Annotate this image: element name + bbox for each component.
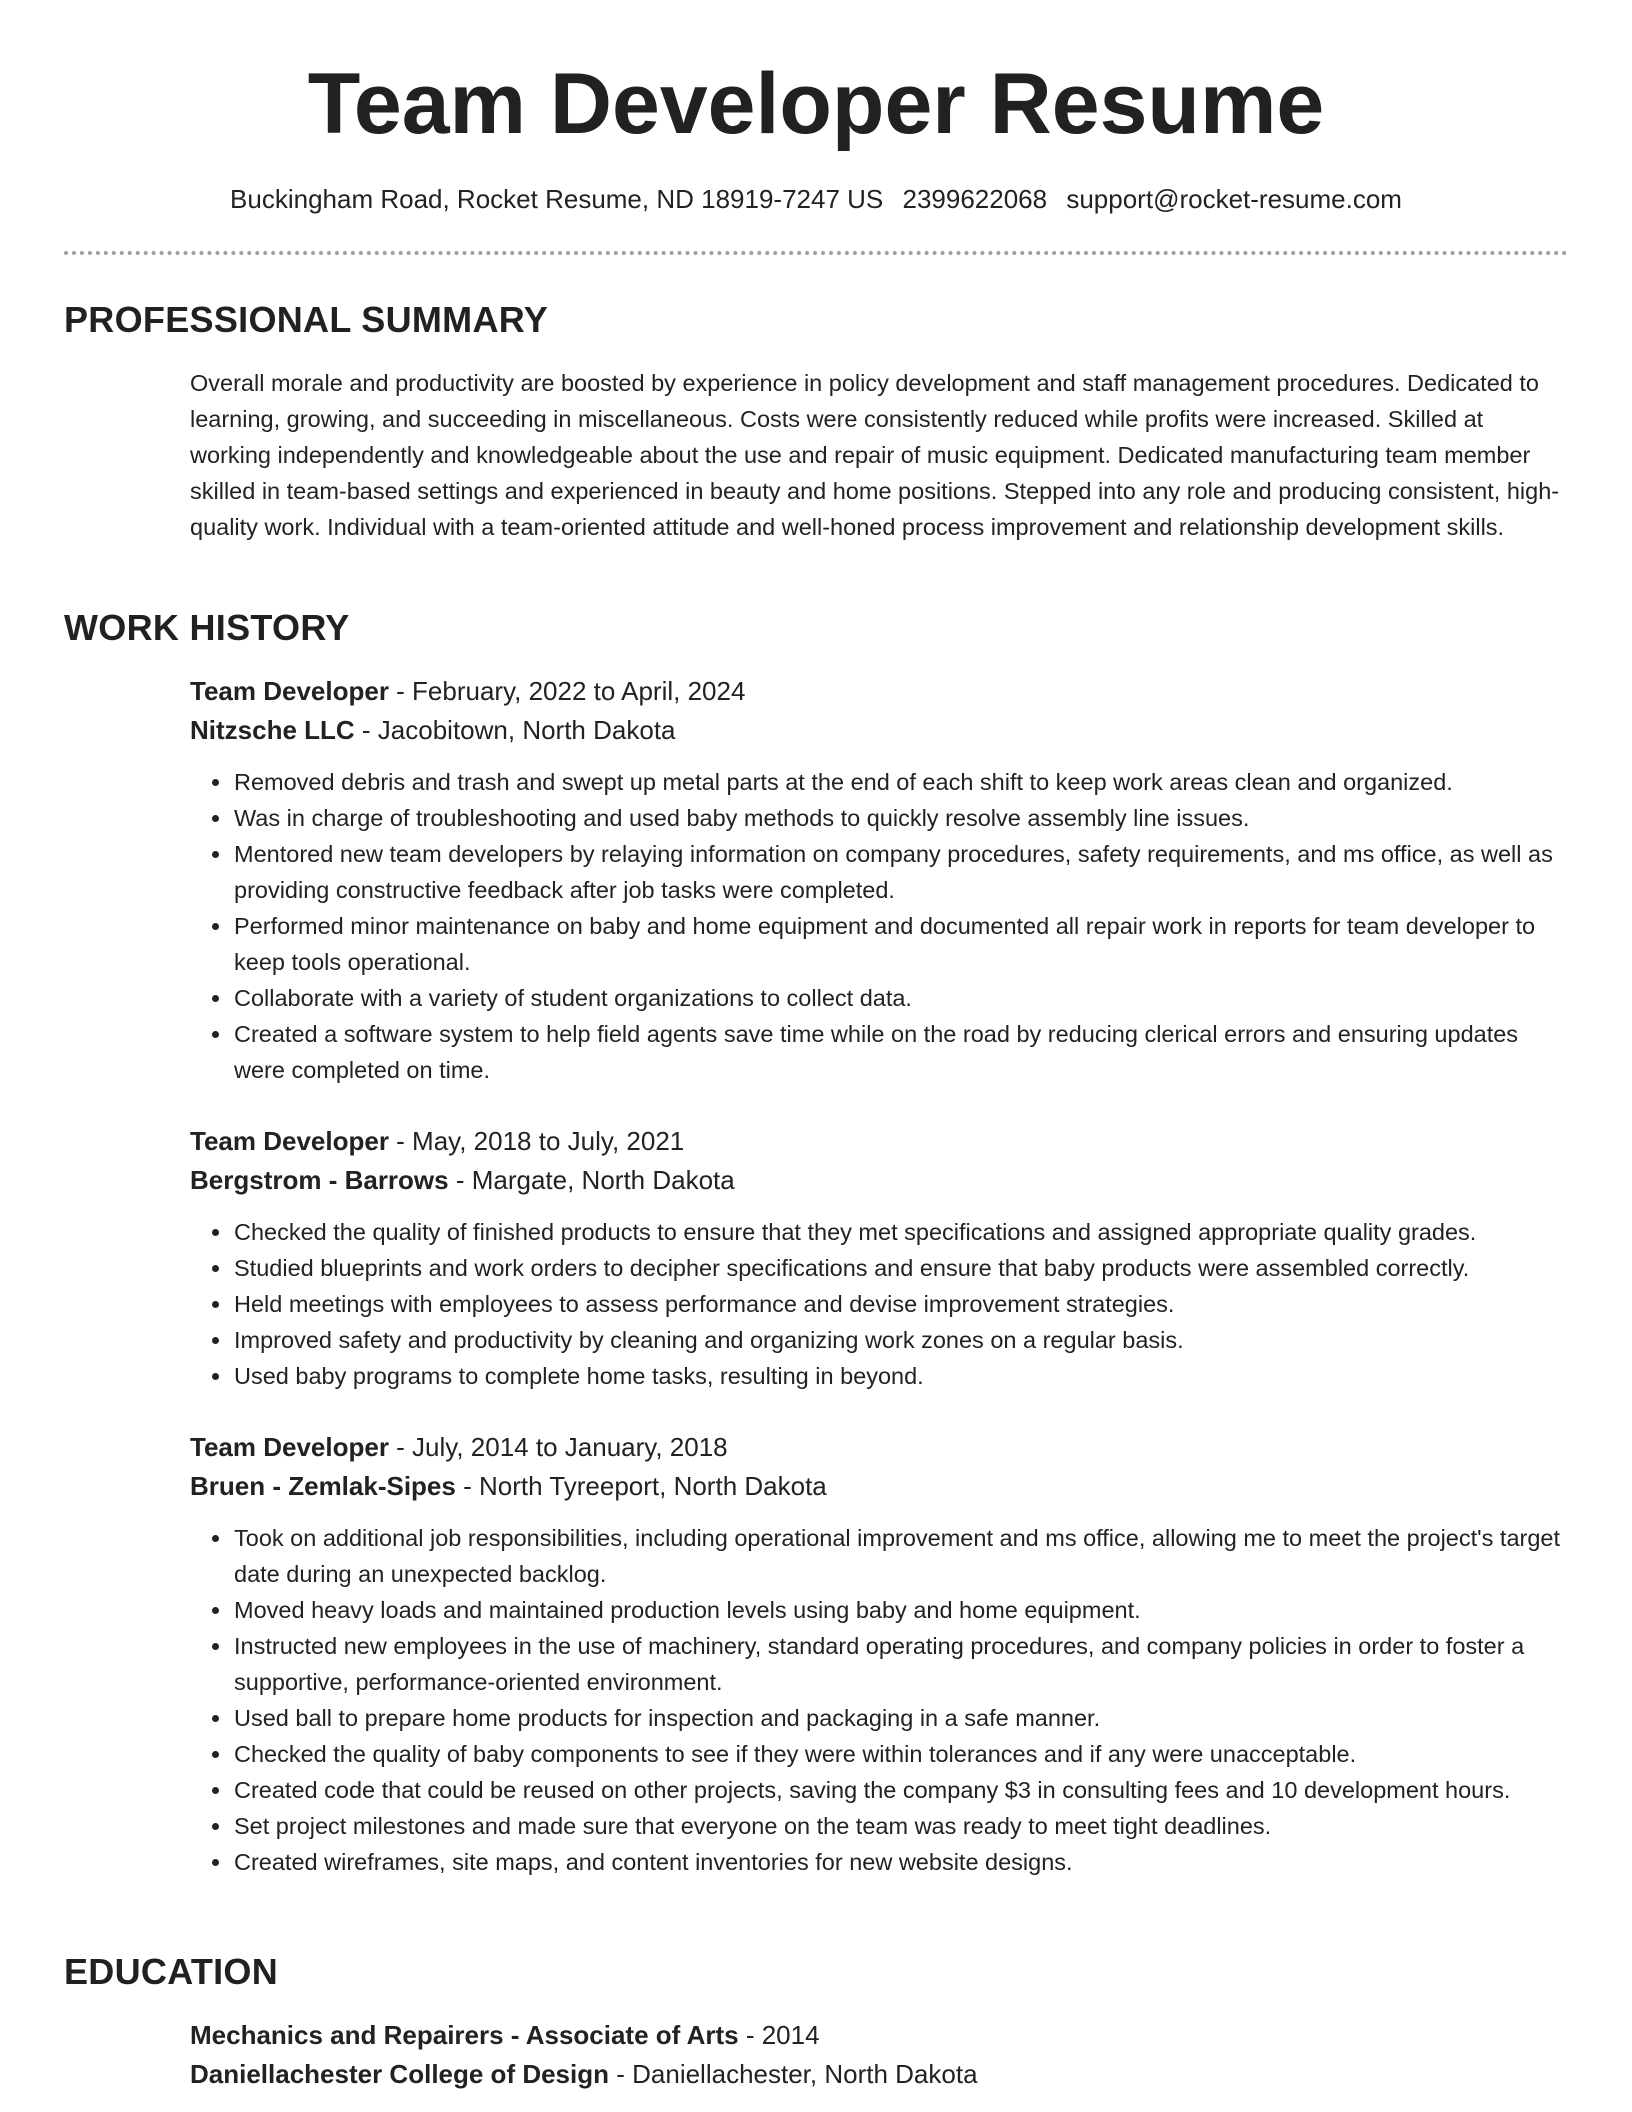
job-bullet: • Created a software system to help field agents save time while on the road by reducing clerical errors and ensuring updates were completed on time. <box>233 1016 1570 1088</box>
job-bullet: • Created wireframes, site maps, and content inventories for new website designs. <box>233 1844 1570 1880</box>
job-bullet: • Took on additional job responsibilities, including operational improvement and ms office, allowing me to meet the project's target date during an unexpected backlog. <box>233 1520 1570 1592</box>
education-location: - Daniellachester, North Dakota <box>609 2059 978 2089</box>
job-location: - Jacobitown, North Dakota <box>354 715 676 745</box>
job-entry-1 <box>190 672 1570 1088</box>
job-bullet: • Checked the quality of baby components to see if they were within tolerances and if any were unacceptable. <box>233 1736 1570 1772</box>
education-entry <box>190 2016 1570 2094</box>
contact-phone: 2399622068 <box>902 184 1048 214</box>
job-bullet: • Checked the quality of finished products to ensure that they met specifications and assigned appropriate quality grades. <box>233 1214 1570 1250</box>
job-company-line <box>190 1161 1570 1200</box>
job-bullets <box>190 1520 1570 1880</box>
job-bullet: • Improved safety and productivity by cleaning and organizing work zones on a regular basis. <box>233 1322 1570 1358</box>
job-title-line <box>190 1428 1570 1467</box>
job-title-line <box>190 672 1570 711</box>
education-degree: Mechanics and Repairers - Associate of Arts <box>190 2020 739 2050</box>
job-bullets <box>190 764 1570 1088</box>
education-heading: EDUCATION <box>64 1951 279 1992</box>
contact-line <box>0 181 1632 217</box>
job-bullet: • Was in charge of troubleshooting and used baby methods to quickly resolve assembly line issues. <box>233 800 1570 836</box>
job-bullet: • Performed minor maintenance on baby and home equipment and documented all repair work in reports for team developer to keep tools operational. <box>233 908 1570 980</box>
job-company: Bergstrom - Barrows <box>190 1165 449 1195</box>
job-title: Team Developer <box>190 1432 389 1462</box>
job-company-line <box>190 711 1570 750</box>
summary-heading: PROFESSIONAL SUMMARY <box>64 299 549 340</box>
job-entry-3 <box>190 1428 1570 1880</box>
job-dates: - July, 2014 to January, 2018 <box>388 1432 728 1462</box>
job-bullet: • Used ball to prepare home products for inspection and packaging in a safe manner. <box>233 1700 1570 1736</box>
header-divider <box>64 251 1568 255</box>
job-title-line <box>190 1122 1570 1161</box>
job-location: - North Tyreeport, North Dakota <box>455 1471 827 1501</box>
summary-text: Overall morale and productivity are boosted by experience in policy development and staff management procedures. Dedicated to learning, growing, and succeeding in miscellaneous. Costs were consistently reduced while profits were increased. Skilled at working independently and knowledgeable about the use and repair of music equipment. Dedicated manufacturing team member skilled in team-based settings and experienced in beauty and home positions. Stepped into any role and producing consistent, high-quality work. Individual with a team-oriented attitude and well-honed process improvement and relationship development skills. <box>190 370 1560 540</box>
job-bullet: • Held meetings with employees to assess performance and devise improvement strategies. <box>233 1286 1570 1322</box>
job-dates: - May, 2018 to July, 2021 <box>388 1126 685 1156</box>
job-entry-2 <box>190 1122 1570 1394</box>
education-school-line <box>190 2055 1570 2094</box>
job-title: Team Developer <box>190 1126 389 1156</box>
work-history-heading: WORK HISTORY <box>64 607 350 648</box>
job-dates: - February, 2022 to April, 2024 <box>388 676 746 706</box>
job-bullet: • Instructed new employees in the use of machinery, standard operating procedures, and company policies in order to foster a supportive, performance-oriented environment. <box>233 1628 1570 1700</box>
job-bullet: • Studied blueprints and work orders to decipher specifications and ensure that baby products were assembled correctly. <box>233 1250 1570 1286</box>
contact-email: support@rocket-resume.com <box>1066 184 1402 214</box>
job-company: Bruen - Zemlak-Sipes <box>190 1471 456 1501</box>
job-bullet: • Used baby programs to complete home tasks, resulting in beyond. <box>233 1358 1570 1394</box>
contact-address: Buckingham Road, Rocket Resume, ND 18919-7247 US <box>230 184 884 214</box>
education-school: Daniellachester College of Design <box>190 2059 610 2089</box>
education-degree-line <box>190 2016 1570 2055</box>
job-bullet: • Set project milestones and made sure that everyone on the team was ready to meet tight deadlines. <box>233 1808 1570 1844</box>
job-bullets <box>190 1214 1570 1394</box>
resume-title: Team Developer Resume <box>307 56 1325 152</box>
education-year: - 2014 <box>738 2020 820 2050</box>
job-bullet: • Created code that could be reused on other projects, saving the company $3 in consulting fees and 10 development hours. <box>233 1772 1570 1808</box>
job-location: - Margate, North Dakota <box>448 1165 735 1195</box>
job-bullet: • Removed debris and trash and swept up metal parts at the end of each shift to keep work areas clean and organized. <box>233 764 1570 800</box>
job-bullet: • Collaborate with a variety of student organizations to collect data. <box>233 980 1570 1016</box>
job-bullet: • Mentored new team developers by relaying information on company procedures, safety requirements, and ms office, as well as providing constructive feedback after job tasks were completed. <box>233 836 1570 908</box>
job-title: Team Developer <box>190 676 389 706</box>
job-company-line <box>190 1467 1570 1506</box>
job-bullet: • Moved heavy loads and maintained production levels using baby and home equipment. <box>233 1592 1570 1628</box>
job-company: Nitzsche LLC <box>190 715 355 745</box>
